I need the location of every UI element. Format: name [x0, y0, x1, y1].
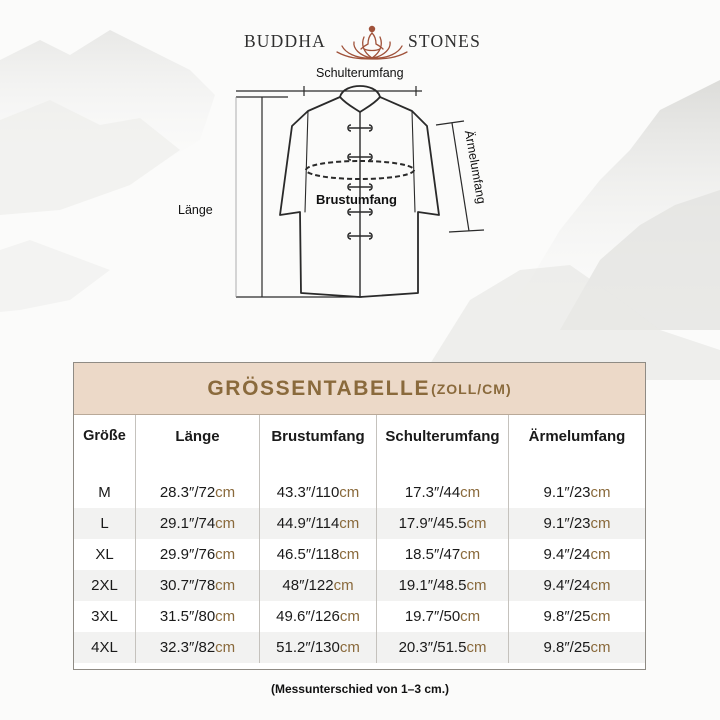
size-table-title-unit: (ZOLL/CM) — [431, 380, 512, 397]
unit-cm: cm — [460, 608, 481, 625]
size-cell: XL — [74, 539, 136, 570]
unit-cm: cm — [590, 515, 611, 532]
sleeve-cell — [509, 570, 645, 601]
column-header-sleeve: Ärmelumfang — [528, 428, 626, 445]
length-value: 32.3″/82 — [159, 639, 216, 656]
table-row — [74, 539, 645, 570]
unit-cm: cm — [339, 515, 360, 532]
unit-cm: cm — [339, 608, 360, 625]
size-cell: 3XL — [74, 601, 136, 632]
chest-label: Brustumfang — [316, 192, 397, 207]
spacer-cell — [509, 465, 645, 477]
chest-value: 44.9″/114 — [276, 515, 340, 532]
chest-cell — [260, 570, 377, 601]
unit-cm: cm — [339, 546, 360, 563]
shoulder-value: 20.3″/51.5 — [398, 639, 467, 656]
unit-cm: cm — [215, 608, 236, 625]
size-table — [73, 362, 646, 670]
sleeve-label: Ärmelumfang — [461, 129, 489, 205]
length-cell — [136, 632, 260, 663]
chest-cell — [260, 539, 377, 570]
chest-value: 51.2″/130 — [276, 639, 340, 656]
table-header-row — [74, 415, 645, 465]
unit-cm: cm — [333, 577, 354, 594]
unit-cm: cm — [466, 639, 487, 656]
chest-cell — [260, 601, 377, 632]
length-label: Länge — [178, 203, 213, 217]
shoulder-label: Schulterumfang — [316, 66, 404, 80]
size-table-title-text: GRÖSSENTABELLE — [207, 376, 431, 400]
sleeve-value: 9.1″/23 — [543, 515, 591, 532]
unit-cm: cm — [590, 546, 611, 563]
length-value: 29.9″/76 — [159, 546, 216, 563]
brand-name-left: BUDDHA — [243, 31, 326, 51]
unit-cm: cm — [215, 577, 236, 594]
unit-cm: cm — [339, 639, 360, 656]
unit-cm: cm — [590, 577, 611, 594]
length-cell — [136, 601, 260, 632]
size-cell: L — [74, 508, 136, 539]
unit-cm: cm — [215, 546, 236, 563]
spacer-cell — [260, 465, 377, 477]
sleeve-cell — [509, 632, 645, 663]
unit-cm: cm — [590, 484, 611, 501]
table-spacer-row — [74, 465, 645, 477]
sleeve-value: 9.8″/25 — [543, 608, 591, 625]
unit-cm: cm — [339, 484, 360, 501]
unit-cm: cm — [466, 577, 487, 594]
chest-value: 49.6″/126 — [276, 608, 340, 625]
short-sleeve-mandarin-shirt-icon — [0, 0, 720, 340]
length-value: 30.7″/78 — [159, 577, 216, 594]
length-value: 28.3″/72 — [159, 484, 216, 501]
sleeve-value: 9.1″/23 — [543, 484, 591, 501]
length-cell — [136, 508, 260, 539]
shoulder-value: 19.1″/48.5 — [398, 577, 467, 594]
unit-cm: cm — [215, 639, 236, 656]
chest-cell — [260, 508, 377, 539]
sleeve-cell — [509, 601, 645, 632]
unit-cm: cm — [215, 484, 236, 501]
spacer-cell — [377, 465, 509, 477]
sleeve-cell — [509, 508, 645, 539]
unit-cm: cm — [460, 546, 481, 563]
shoulder-value: 18.5″/47 — [404, 546, 461, 563]
length-cell — [136, 570, 260, 601]
table-row — [74, 632, 645, 663]
sleeve-cell — [509, 477, 645, 508]
unit-cm: cm — [590, 639, 611, 656]
column-header-chest: Brustumfang — [260, 415, 377, 465]
unit-cm: cm — [215, 515, 236, 532]
unit-cm: cm — [590, 608, 611, 625]
chest-value: 48″/122 — [282, 577, 334, 594]
shoulder-value: 19.7″/50 — [404, 608, 461, 625]
size-cell: 2XL — [74, 570, 136, 601]
unit-cm: cm — [466, 515, 487, 532]
column-header-size: Größe — [74, 415, 136, 465]
shoulder-cell — [377, 477, 509, 508]
spacer-cell — [136, 465, 260, 477]
table-row — [74, 601, 645, 632]
column-header-shoulder: Schulterumfang — [377, 415, 509, 465]
chest-value: 43.3″/110 — [276, 484, 340, 501]
length-value: 31.5″/80 — [159, 608, 216, 625]
size-cell: 4XL — [74, 632, 136, 663]
shoulder-cell — [377, 632, 509, 663]
chest-cell — [260, 477, 377, 508]
shoulder-value: 17.3″/44 — [404, 484, 461, 501]
measurement-note: (Messunterschied von 1–3 cm.) — [270, 682, 450, 696]
chest-cell — [260, 632, 377, 663]
sleeve-value: 9.4″/24 — [543, 546, 591, 563]
shoulder-value: 17.9″/45.5 — [398, 515, 467, 532]
shoulder-cell — [377, 508, 509, 539]
unit-cm: cm — [460, 484, 481, 501]
shoulder-cell — [377, 539, 509, 570]
column-header-length: Länge — [136, 415, 260, 465]
table-row — [74, 508, 645, 539]
table-row — [74, 570, 645, 601]
length-cell — [136, 477, 260, 508]
length-cell — [136, 539, 260, 570]
table-row — [74, 477, 645, 508]
spacer-cell — [74, 465, 136, 477]
length-value: 29.1″/74 — [159, 515, 216, 532]
sleeve-cell — [509, 539, 645, 570]
measurement-diagram — [0, 0, 720, 340]
shoulder-cell — [377, 601, 509, 632]
size-cell: M — [74, 477, 136, 508]
size-table-title — [74, 363, 645, 415]
sleeve-value: 9.4″/24 — [543, 577, 591, 594]
sleeve-value: 9.8″/25 — [543, 639, 591, 656]
shoulder-cell — [377, 570, 509, 601]
brand-name-right: STONES — [408, 31, 482, 51]
chest-value: 46.5″/118 — [276, 546, 340, 563]
